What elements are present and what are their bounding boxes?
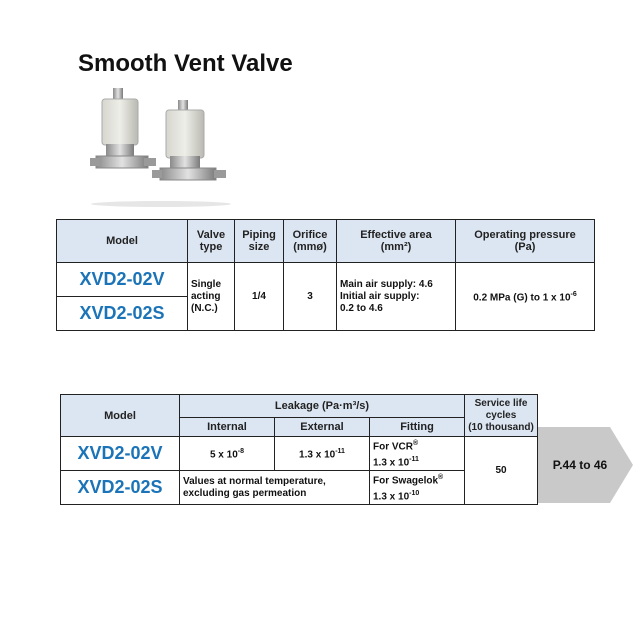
header-valve-type: Valve type: [188, 220, 235, 263]
orifice-value: 3: [284, 263, 337, 331]
spec-table: [56, 219, 595, 331]
fitting-swagelok-value: For Swagelok® 1.3 x $10^{-10}$: [370, 471, 465, 505]
model-xvd2-02s: XVD2-02S: [57, 297, 188, 331]
page-title: Smooth Vent Valve: [78, 50, 293, 77]
header-fitting: Fitting: [370, 418, 465, 437]
external-leakage-value: 1.3 x $10^{-11}$: [275, 437, 370, 471]
header-effective-area: Effective area (mm²): [337, 220, 456, 263]
leakage-table: [60, 394, 538, 505]
header-model: Model: [57, 220, 188, 263]
model-xvd2-02s: XVD2-02S: [61, 471, 180, 505]
product-photo: [86, 88, 236, 208]
service-life-value: 50: [465, 437, 538, 505]
internal-leakage-value: 5 x $10^{-8}$: [180, 437, 275, 471]
header-orifice: Orifice (mmø): [284, 220, 337, 263]
leakage-note: Values at normal temperature, excluding gas permeation: [180, 471, 370, 505]
header-leakage: Leakage (Pa·m³/s): [180, 395, 465, 418]
header-external: External: [275, 418, 370, 437]
model-xvd2-02v: XVD2-02V: [57, 263, 188, 297]
header-piping-size: Piping size: [235, 220, 284, 263]
header-model: Model: [61, 395, 180, 437]
operating-pressure-value: 0.2 MPa (G) to 1 x $10^{-6}$: [456, 263, 595, 331]
header-internal: Internal: [180, 418, 275, 437]
page-reference-link[interactable]: P.44 to 46: [552, 458, 608, 472]
header-operating-pressure: Operating pressure (Pa): [456, 220, 595, 263]
piping-size-value: 1/4: [235, 263, 284, 331]
header-service-life: Service life cycles (10 thousand): [465, 395, 538, 437]
valve-type-value: Single acting (N.C.): [188, 263, 235, 331]
model-xvd2-02v: XVD2-02V: [61, 437, 180, 471]
effective-area-value: Main air supply: 4.6 Initial air supply: 0.2 to 4.6: [337, 263, 456, 331]
fitting-vcr-value: For VCR® 1.3 x $10^{-11}$: [370, 437, 465, 471]
